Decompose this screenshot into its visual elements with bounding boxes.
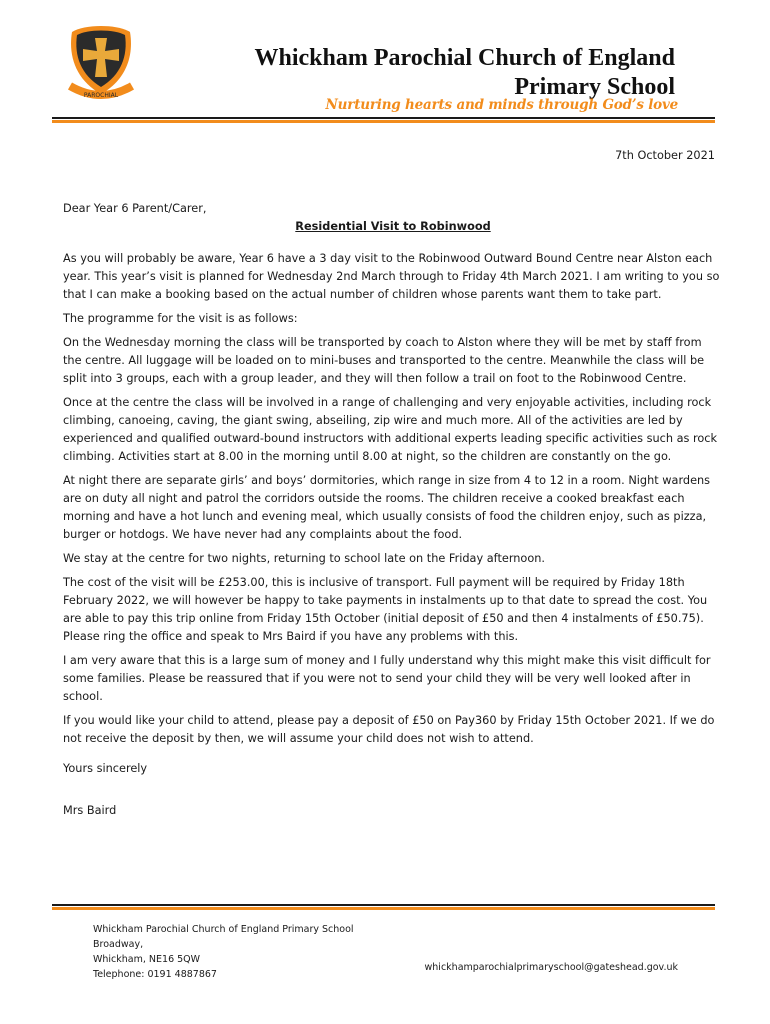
footer-email: whickhamparochialprimaryschool@gateshead.gov.uk bbox=[424, 962, 678, 973]
footer-divider-accent bbox=[52, 907, 715, 910]
letter-heading: Residential Visit to Robinwood bbox=[295, 220, 491, 233]
paragraph: As you will probably be aware, Year 6 have a 3 day visit to the Robinwood Outward Bound Centre near Alston each year. This year’s visit is planned for Wednesday 2nd March through to Friday 4th March 2021. I am writing to you so that I can make a booking based on the actual number of children whose parents want them to take part. bbox=[63, 252, 720, 301]
school-name-line1: Whickham Parochial Church of England bbox=[254, 45, 675, 71]
address-line: Broadway, bbox=[93, 939, 144, 950]
salutation: Dear Year 6 Parent/Carer, bbox=[63, 202, 207, 215]
header-divider bbox=[52, 117, 715, 119]
school-name bbox=[254, 44, 675, 102]
paragraph: The cost of the visit will be £253.00, this is inclusive of transport. Full payment will be required by Friday 18th February 2022, we will however be happy to take payments in instalments up to that date to spread the cost. You are able to pay this trip online from Friday 15th October (initial deposit of £50 and then 4 instalments of £50.75). Please ring the office and speak to Mrs Baird if you have any problems with this. bbox=[63, 576, 708, 643]
paragraph: I am very aware that this is a large sum of money and I fully understand why this might make this visit difficult for some families. Please be reassured that if you were not to send your child they will be very well looked after in school. bbox=[63, 654, 711, 703]
paragraph: At night there are separate girls’ and boys’ dormitories, which range in size from 4 to 12 in a room. Night wardens are on duty all night and patrol the corridors outside the rooms. The children receive a cooked breakfast each morning and have a hot lunch and evening meal, which usually consists of food the children enjoy, such as pizza, burger or hotdogs. We have never had any complaints about the food. bbox=[63, 474, 711, 541]
telephone: Telephone: 0191 4887867 bbox=[93, 969, 217, 980]
paragraph: Once at the centre the class will be involved in a range of challenging and very enjoyable activities, including rock climbing, canoeing, caving, the giant swing, abseiling, zip wire and much more. All of the activities are led by experienced and qualified outward-bound instructors with additional experts leading specific activities such as rock climbing. Activities start at 8.00 in the morning until 8.00 at night, so the children are constantly on the go. bbox=[63, 396, 718, 463]
school-crest-logo bbox=[64, 22, 138, 104]
paragraph: We stay at the centre for two nights, returning to school late on the Friday afternoon. bbox=[63, 552, 546, 565]
closing: Yours sincerely bbox=[63, 762, 148, 775]
address-line: Whickham, NE16 5QW bbox=[93, 954, 201, 965]
header-divider-accent bbox=[52, 120, 715, 123]
svg-text:PAROCHIAL: PAROCHIAL bbox=[83, 92, 119, 99]
letter-date: 7th October 2021 bbox=[615, 149, 715, 162]
school-name-line2: Primary School bbox=[514, 74, 675, 100]
paragraph: The programme for the visit is as follows: bbox=[63, 312, 298, 325]
signature: Mrs Baird bbox=[63, 804, 117, 817]
letter-body bbox=[63, 200, 723, 826]
footer-address bbox=[93, 922, 354, 982]
paragraph: On the Wednesday morning the class will be transported by coach to Alston where they will be met by staff from the centre. All luggage will be loaded on to mini-buses and transported to the centre. Meanwhile the class will be split into 3 groups, each with a group leader, and they will then follow a trail on foot to the Robinwood Centre. bbox=[63, 336, 705, 385]
footer-divider bbox=[52, 904, 715, 906]
school-motto: Nurturing hearts and minds through God’s love bbox=[325, 97, 678, 113]
paragraph: If you would like your child to attend, please pay a deposit of £50 on Pay360 by Friday 15th October 2021. If we do not receive the deposit by then, we will assume your child does not wish to attend. bbox=[63, 714, 715, 745]
address-line: Whickham Parochial Church of England Primary School bbox=[93, 924, 354, 935]
